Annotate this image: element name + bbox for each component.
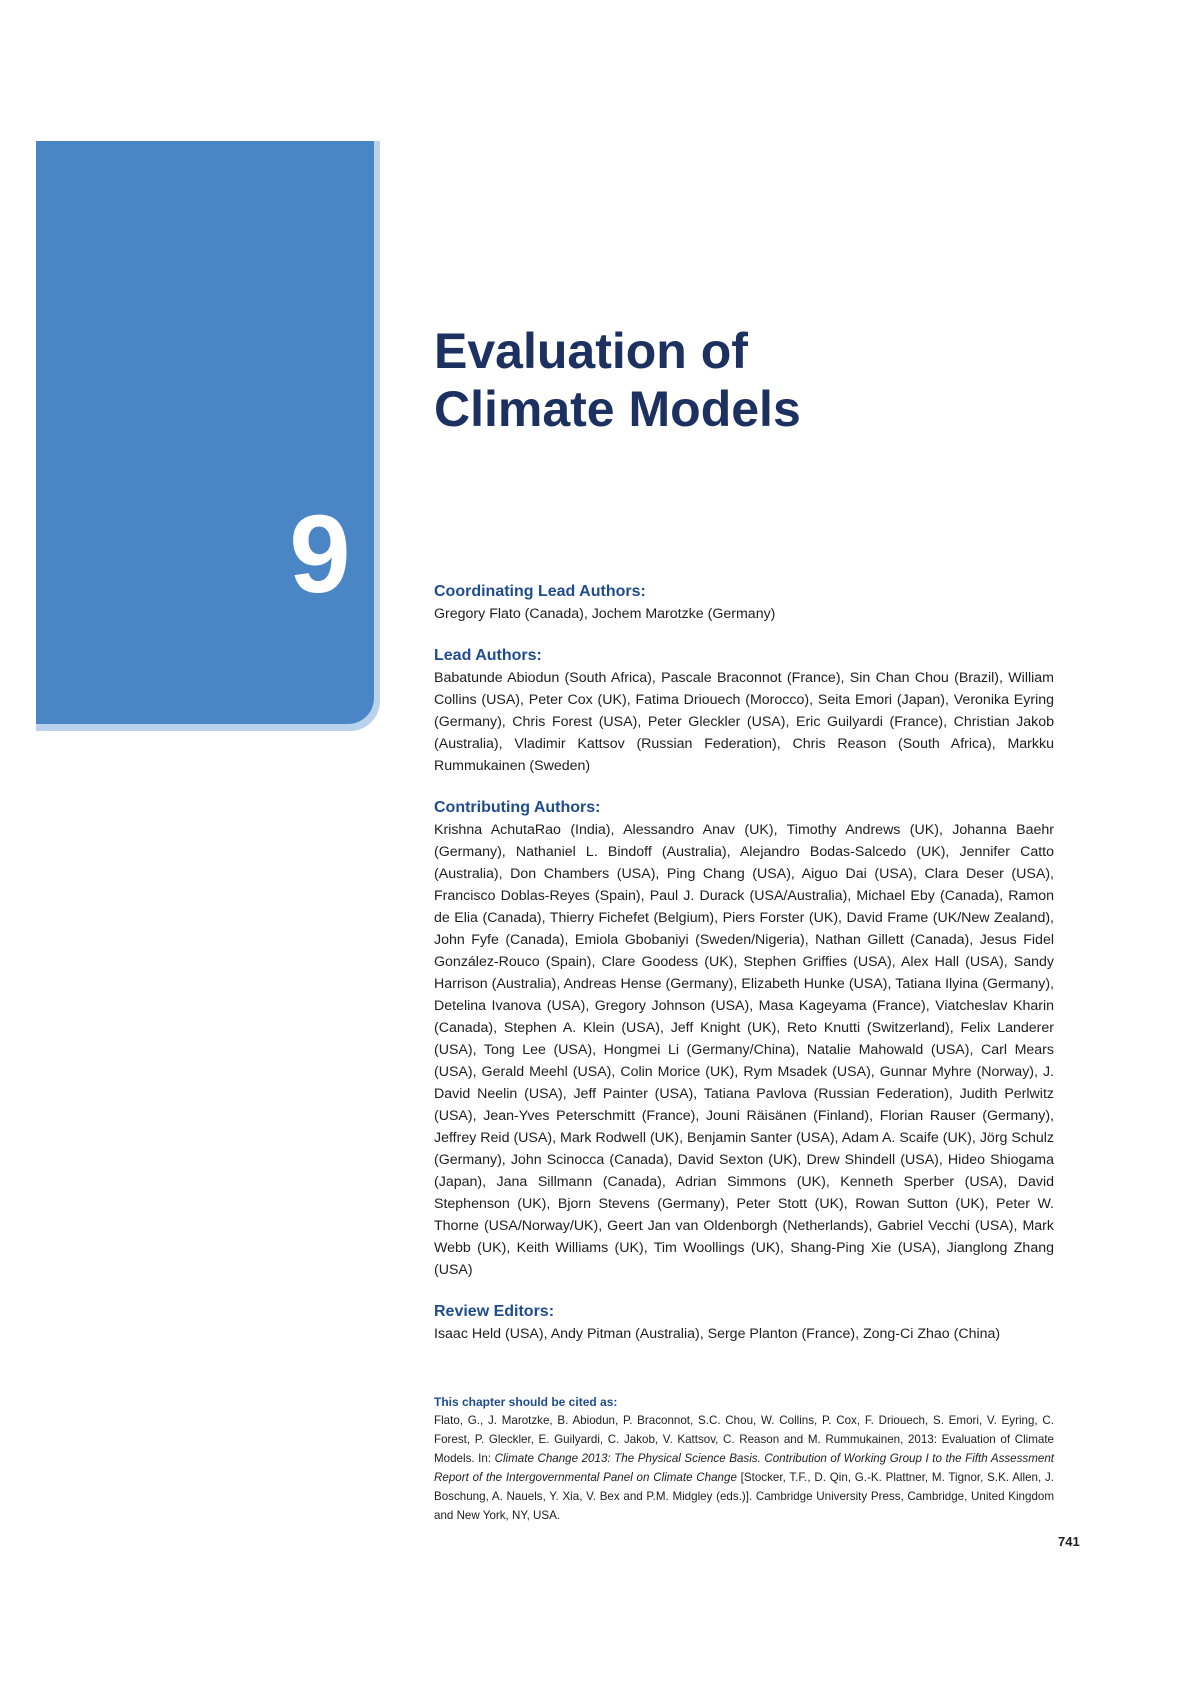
section-text: Gregory Flato (Canada), Jochem Marotzke (Germany) — [434, 606, 776, 622]
section-heading: Lead Authors: — [434, 647, 542, 664]
citation-text — [434, 1411, 1054, 1525]
lead-authors-section — [434, 645, 1054, 777]
citation-block — [434, 1393, 1054, 1525]
section-text: Krishna AchutaRao (India), Alessandro Anav (UK), Timothy Andrews (UK), Johanna Baehr (Germany), Nathaniel L. Bindoff (Australia), Alejandro Bodas-Salcedo (UK), Jennifer Catto (Australia), Don Chambers (USA), Ping Chang (USA), Aiguo Dai (USA), Clara Deser (USA), Francisco Doblas-Reyes (Spain), Paul J. Durack (USA/Australia), Michael Eby (Canada), Ramon de Elia (Canada), Thierry Fichefet (Belgium), Piers Forster (UK), David Frame (UK/New Zealand), John Fyfe (Canada), Emiola Gbobaniyi (Sweden/Nigeria), Nathan Gillett (Canada), Jesus Fidel González-Rouco (Spain), Clare Goodess (UK), Stephen Griffies (USA), Alex Hall (USA), Sandy Harrison (Australia), Andreas Hense (Germany), Elizabeth Hunke (USA), Tatiana Ilyina (Germany), Detelina Ivanova (USA), Gregory Johnson (USA), Masa Kageyama (France), Viatcheslav Kharin (Canada), Stephen A. Klein (USA), Jeff Knight (UK), Reto Knutti (Switzerland), Felix Landerer (USA), Tong Lee (USA), Hongmei Li (Germany/China), Natalie Mahowald (USA), Carl Mears (USA), Gerald Meehl (USA), Colin Morice (UK), Rym Msadek (USA), Gunnar Myhre (Norway), J. David Neelin (USA), Jeff Painter (USA), Tatiana Pavlova (Russian Federation), Judith Perlwitz (USA), Jean-Yves Peterschmitt (France), Jouni Räisänen (Finland), Florian Rauser (Germany), Jeffrey Reid (USA), Mark Rodwell (UK), Benjamin Santer (USA), Adam A. Scaife (UK), Jörg Schulz (Germany), John Scinocca (Canada), David Sexton (UK), Drew Shindell (USA), Hideo Shiogama (Japan), Jana Sillmann (Canada), Adrian Simmons (UK), Kenneth Sperber (USA), David Stephenson (UK), Bjorn Stevens (Germany), Peter Stott (UK), Rowan Sutton (UK), Peter W. Thorne (USA/Norway/UK), Geert Jan van Oldenborgh (Netherlands), Gabriel Vecchi (USA), Mark Webb (UK), Keith Williams (UK), Tim Woollings (UK), Shang-Ping Xie (USA), Jianglong Zhang (USA) — [434, 822, 1054, 1278]
coordinating-lead-authors-section — [434, 581, 1054, 625]
chapter-block — [36, 141, 374, 724]
citation-heading: This chapter should be cited as: — [434, 1395, 618, 1409]
chapter-title-line-2: Climate Models — [434, 381, 801, 437]
section-text: Babatunde Abiodun (South Africa), Pascale Braconnot (France), Sin Chan Chou (Brazil), William Collins (USA), Peter Cox (UK), Fatima Driouech (Morocco), Seita Emori (Japan), Veronika Eyring (Germany), Chris Forest (USA), Peter Gleckler (USA), Eric Guilyardi (France), Christian Jakob (Australia), Vladimir Kattsov (Russian Federation), Chris Reason (South Africa), Markku Rummukainen (Sweden) — [434, 670, 1054, 774]
chapter-title — [434, 322, 1134, 438]
section-heading: Coordinating Lead Authors: — [434, 583, 646, 600]
citation-text-part-2: [Stocker, T.F., D. Qin, G.-K. Plattner, M. Tignor, S.K. Allen, J. Boschung, A. Nauels, Y. Xia, V. Bex and P.M. Midgley (eds.)]. Cambridge University Press, Cambridge, United Kingdom and New York, NY, USA. — [434, 1471, 1054, 1522]
author-list — [434, 581, 1054, 1365]
citation-report-title: Climate Change 2013: The Physical Science Basis. Contribution of Working Group I to the Fifth Assessment Report of the Intergovernmental Panel on Climate Change — [434, 1452, 1054, 1484]
section-text: Isaac Held (USA), Andy Pitman (Australia), Serge Planton (France), Zong-Ci Zhao (China) — [434, 1326, 1001, 1342]
review-editors-section — [434, 1301, 1054, 1345]
section-heading: Review Editors: — [434, 1303, 555, 1320]
chapter-number: 9 — [289, 493, 351, 616]
chapter-title-line-1: Evaluation of — [434, 323, 748, 379]
contributing-authors-section — [434, 797, 1054, 1281]
section-heading: Contributing Authors: — [434, 799, 601, 816]
citation-text-part-1: Flato, G., J. Marotzke, B. Abiodun, P. Braconnot, S.C. Chou, W. Collins, P. Cox, F. Driouech, S. Emori, V. Eyring, C. Forest, P. Gleckler, E. Guilyardi, C. Jakob, V. Kattsov, C. Reason and M. Rummukainen, 2013: Evaluation of Climate Models. In: — [434, 1414, 1054, 1465]
page-number: 741 — [1058, 1534, 1080, 1549]
